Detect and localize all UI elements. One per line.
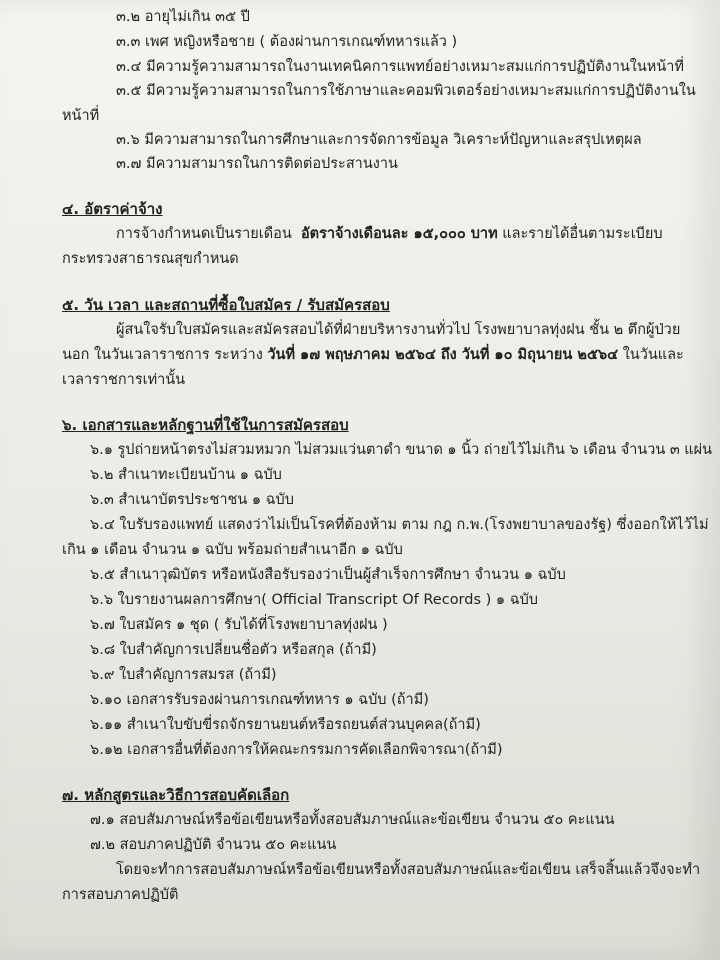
qualification-3-5-cont: หน้าที่	[62, 108, 100, 124]
document-6-7: ๖.๗ ใบสมัคร ๑ ชุด ( รับได้ที่โรงพยาบาลทุ่งฝน )	[90, 617, 388, 633]
document-6-3: ๖.๓ สำเนาบัตรประชาชน ๑ ฉบับ	[90, 492, 294, 508]
section-5-heading: ๕. วัน เวลา และสถานที่ซื้อใบสมัคร / รับสมัครสอบ	[62, 296, 390, 314]
document-6-2: ๖.๒ สำเนาทะเบียนบ้าน ๑ ฉบับ	[90, 467, 282, 483]
document-6-11: ๖.๑๑ สำเนาใบขับขี่รถจักรยานยนต์หรือรถยนต์ส่วนบุคคล(ถ้ามี)	[90, 717, 481, 733]
section-4-paragraph-cont: กระทรวงสาธารณสุขกำหนด	[62, 251, 239, 267]
period-text-a: นอก ในวันเวลาราชการ ระหว่าง	[62, 347, 263, 363]
qualification-3-6: ๓.๖ มีความสามารถในการศึกษาและการจัดการข้อมูล วิเคราะห์ปัญหาและสรุปเหตุผล	[116, 132, 642, 148]
exam-7-2: ๗.๒ สอบภาคปฏิบัติ จำนวน ๕๐ คะแนน	[90, 837, 337, 853]
document-6-12: ๖.๑๒ เอกสารอื่นที่ต้องการให้คณะกรรมการคัดเลือกพิจารณา(ถ้ามี)	[90, 742, 503, 758]
section-5-paragraph: ผู้สนใจรับใบสมัครและสมัครสอบได้ที่ฝ่ายบริหารงานทั่วไป โรงพยาบาลทุ่งฝน ชั้น ๒ ตึกผู้ป่วย	[116, 322, 681, 338]
wage-rate: อัตราจ้างเดือนละ ๑๕,๐๐๐ บาท	[300, 226, 498, 242]
document-6-5: ๖.๕ สำเนาวุฒิบัตร หรือหนังสือรับรองว่าเป็นผู้สำเร็จการศึกษา จำนวน ๑ ฉบับ	[90, 567, 566, 583]
section-7-paragraph-cont: การสอบภาคปฏิบัติ	[62, 887, 179, 903]
application-dates: วันที่ ๑๗ พฤษภาคม ๒๕๖๔ ถึง วันที่ ๑๐ มิถุนายน ๒๕๖๔	[267, 347, 619, 363]
period-text-c: ในวันและ	[622, 347, 684, 363]
qualification-3-2: ๓.๒ อายุไม่เกิน ๓๕ ปี	[116, 9, 250, 25]
section-6-heading: ๖. เอกสารและหลักฐานที่ใช้ในการสมัครสอบ	[62, 416, 349, 434]
wage-text-c: และรายได้อื่นตามระเบียบ	[502, 226, 663, 242]
document-6-1: ๖.๑ รูปถ่ายหน้าตรงไม่สวมหมวก ไม่สวมแว่นตาดำ ขนาด ๑ นิ้ว ถ่ายไว้ไม่เกิน ๖ เดือน จำนวน ๓ แผ่น	[90, 442, 712, 458]
document-6-10: ๖.๑๐ เอกสารรับรองผ่านการเกณฑ์ทหาร ๑ ฉบับ (ถ้ามี)	[90, 692, 429, 708]
section-5-paragraph-end: เวลาราชการเท่านั้น	[62, 372, 186, 388]
section-5-paragraph-cont	[62, 346, 684, 364]
wage-text-a: การจ้างกำหนดเป็นรายเดือน	[116, 226, 292, 242]
section-4-heading: ๔. อัตราค่าจ้าง	[62, 200, 163, 218]
document-6-8: ๖.๘ ใบสำคัญการเปลี่ยนชื่อตัว หรือสกุล (ถ้ามี)	[90, 642, 377, 658]
qualification-3-5: ๓.๕ มีความรู้ความสามารถในการใช้ภาษาและคอมพิวเตอร์อย่างเหมาะสมแก่การปฏิบัติงานใน	[116, 83, 696, 99]
document-6-6: ๖.๖ ใบรายงานผลการศึกษา( Official Transcript Of Records ) ๑ ฉบับ	[90, 592, 538, 608]
document-6-9: ๖.๙ ใบสำคัญการสมรส (ถ้ามี)	[90, 667, 277, 683]
qualification-3-4: ๓.๔ มีความรู้ความสามารถในงานเทคนิคการแพทย์อย่างเหมาะสมแก่การปฏิบัติงานในหน้าที่	[116, 59, 684, 75]
document-6-4-cont: เกิน ๑ เดือน จำนวน ๑ ฉบับ พร้อมถ่ายสำเนาอีก ๑ ฉบับ	[62, 542, 403, 558]
exam-7-1: ๗.๑ สอบสัมภาษณ์หรือข้อเขียนหรือทั้งสอบสัมภาษณ์และข้อเขียน จำนวน ๕๐ คะแนน	[90, 812, 615, 828]
section-4-paragraph	[116, 225, 663, 243]
document-6-4: ๖.๔ ใบรับรองแพทย์ แสดงว่าไม่เป็นโรคที่ต้องห้าม ตาม กฎ ก.พ.(โรงพยาบาลของรัฐ) ซึ่งออกให้ไว้ไม่	[90, 517, 709, 533]
section-7-paragraph: โดยจะทำการสอบสัมภาษณ์หรือข้อเขียนหรือทั้งสอบสัมภาษณ์และข้อเขียน เสร็จสิ้นแล้วจึงจะทำ	[116, 862, 701, 878]
qualification-3-3: ๓.๓ เพศ หญิงหรือชาย ( ต้องผ่านการเกณฑ์ทหารแล้ว )	[116, 34, 458, 50]
qualification-3-7: ๓.๗ มีความสามารถในการติดต่อประสานงาน	[116, 156, 398, 172]
section-7-heading: ๗. หลักสูตรและวิธีการสอบคัดเลือก	[62, 786, 290, 804]
